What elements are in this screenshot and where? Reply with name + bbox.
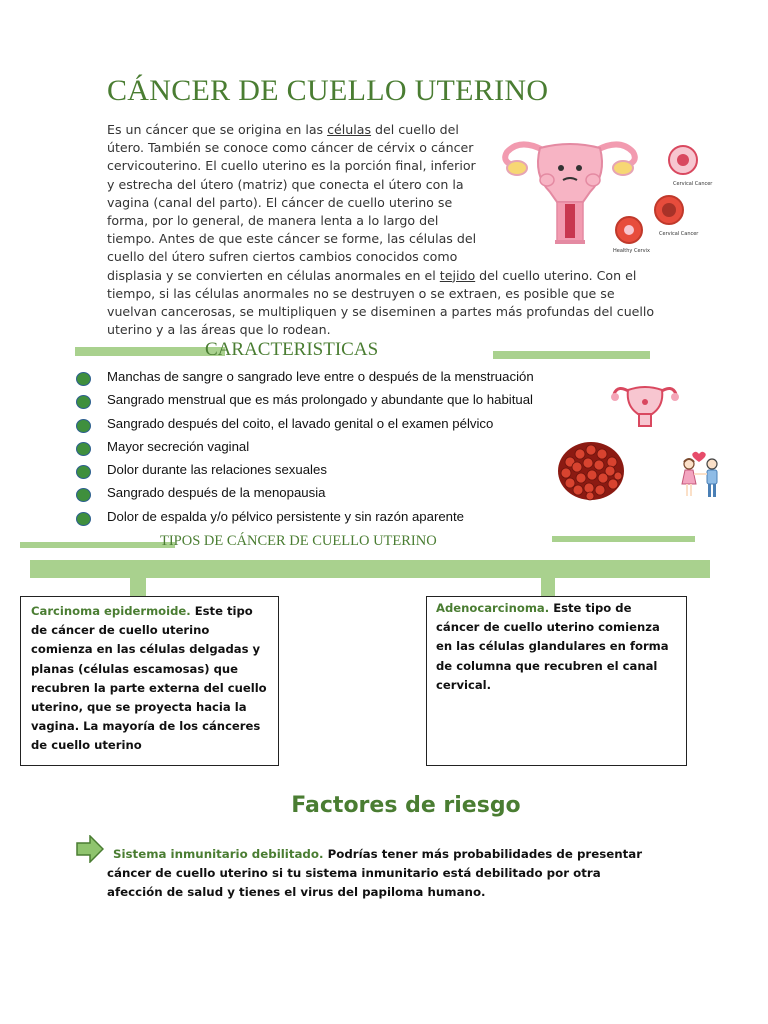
divider-bar-left <box>20 542 175 548</box>
bullet-icon <box>76 442 91 456</box>
list-item: Sangrado menstrual que es más prolongado y abundante que lo habitual <box>76 390 566 413</box>
intro-text-3: del cuello uterino. Con el tiempo, si las células anormales no se destruyen o se extraen, es posible que se vuelvan cancerosas, se multipliquen y se diseminen a partes más profundas del cuello uterino y a las áreas que lo rodean. <box>107 267 655 338</box>
arrow-right-icon <box>76 835 104 863</box>
carcinoma-box <box>20 596 279 766</box>
intro-text-2: del cuello del útero. También se conoce como cáncer de cérvix o cáncer cervicouterino. El cuello uterino es la porción final, inferior y estrecha del útero (matriz) que conecta el útero con la vagina (canal del parto). El cáncer de cuello uterino se forma, por lo general, de manera lenta a lo largo del tiempo. Antes de que este cáncer se forme, las células del cuello del útero sufren ciertos cambios conocidos como displasia y se convierten en células anormales en el <box>107 122 477 283</box>
characteristics-list <box>76 367 566 530</box>
list-item: Sangrado después del coito, el lavado genital o el examen pélvico <box>76 414 566 437</box>
types-heading: TIPOS DE CÁNCER DE CUELLO UTERINO <box>160 533 437 549</box>
list-item: Dolor durante las relaciones sexuales <box>76 460 566 483</box>
divider-bar-right <box>493 351 650 359</box>
cells-link[interactable]: células <box>327 122 372 137</box>
list-item: Mayor secreción vaginal <box>76 437 566 460</box>
carcinoma-text: Este tipo de cáncer de cuello uterino comienza en las células delgadas y planas (células escamosas) que recubren la parte externa del cuello uterino, que se proyecta hacia la vagina. La mayoría de los cánceres de cuello uterino <box>31 604 267 753</box>
list-item: Sangrado después de la menopausia <box>76 483 566 506</box>
bullet-icon <box>76 512 91 526</box>
couple-icon <box>676 448 728 500</box>
bullet-icon <box>76 395 91 409</box>
adenocarcinoma-name: Adenocarcinoma. <box>436 601 550 615</box>
bullet-icon <box>76 465 91 479</box>
adenocarcinoma-text: Este tipo de cáncer de cuello uterino comienza en las células glandulares en forma de columna que recubren el canal cervical. <box>436 601 669 692</box>
cancer-cells-icon <box>556 440 626 502</box>
uterus-icon <box>610 380 680 430</box>
divider-bar-right <box>552 536 695 542</box>
intro-text-1: Es un cáncer que se origina en las <box>107 122 328 137</box>
risk-factors-heading: Factores de riesgo <box>291 793 521 818</box>
risk-factor-name: Sistema inmunitario debilitado. <box>113 847 324 861</box>
bullet-icon <box>76 419 91 433</box>
list-item: Dolor de espalda y/o pélvico persistente y sin razón aparente <box>76 507 566 530</box>
risk-factor-item <box>107 845 647 903</box>
divider-bar-left <box>75 347 225 356</box>
label-cervical-cancer-2: Cervical Cancer <box>659 231 699 237</box>
page-title: CÁNCER DE CUELLO UTERINO <box>107 74 549 107</box>
characteristics-heading: CARACTERISTICAS <box>205 339 379 360</box>
label-cervical-cancer-1: Cervical Cancer <box>673 181 713 187</box>
tissue-link[interactable]: tejido <box>439 267 476 283</box>
risk-factor-text: Podrías tener más probabilidades de presentar cáncer de cuello uterino si tu sistema inmunitario está debilitado por otra afección de salud y tienes el virus del papiloma humano. <box>107 847 643 900</box>
adenocarcinoma-box <box>426 596 687 766</box>
uterus-cervix-illustration <box>495 130 720 255</box>
label-healthy-cervix: Healthy Cervix <box>613 248 650 254</box>
bullet-icon <box>76 488 91 502</box>
bullet-icon <box>76 372 91 386</box>
carcinoma-name: Carcinoma epidermoide. <box>31 604 191 618</box>
list-item: Manchas de sangre o sangrado leve entre o después de la menstruación <box>76 367 566 390</box>
